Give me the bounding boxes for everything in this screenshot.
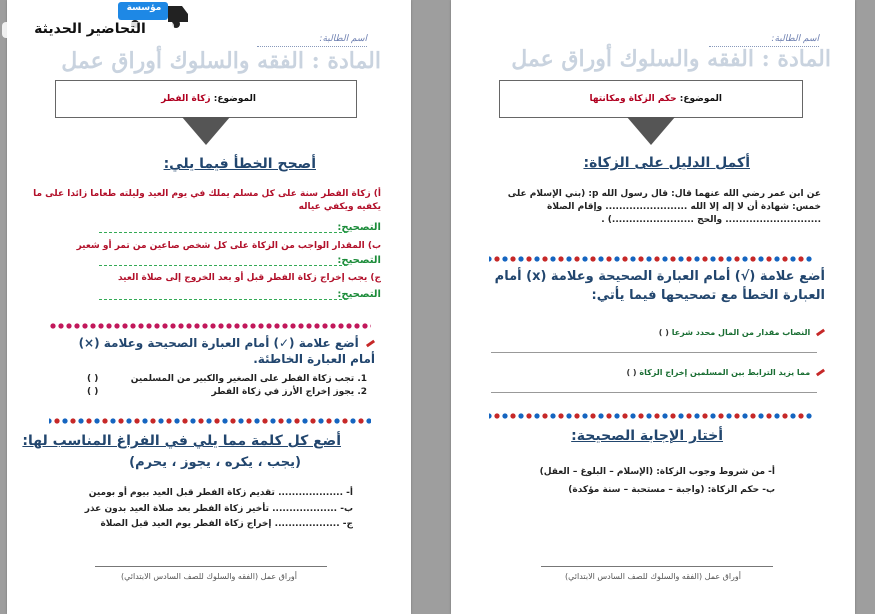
student-name-label: اسم الطالبة: xyxy=(771,34,819,44)
beads-divider xyxy=(489,256,813,262)
correction-line-a xyxy=(99,232,347,233)
section2-title: أضع علامة (√) أمام العبارة الصحيحة وعلامة (x) أمام العبارة الخطأ مع تصحيحها فيما يأتي: xyxy=(494,269,825,303)
subject-text: حكم الزكاة ومكانتها xyxy=(589,94,677,104)
mc-item-b: ب- حكم الزكاة: (واجبة – مستحبة – سنة مؤكدة) xyxy=(568,485,775,495)
correction-label-c: التصحيح: xyxy=(337,289,381,300)
footer-rule xyxy=(95,566,327,567)
beads-divider xyxy=(49,323,371,329)
evidence-text: عن ابن عمر رضي الله عنهما قال: قال رسول الله p: (بني الإسلام على خمس: شهادة أن لا إله إلا الله ........................ وإقام الصلاة ............................ والحج ........................) . xyxy=(507,189,821,225)
fill-item-b: ب- ................... تأخير زكاة الفطر بعد صلاة العيد بدون عذر xyxy=(84,504,353,514)
section1-title: أصحح الخطأ فيما يلي: xyxy=(163,156,316,172)
section2-title: أضع علامة (✓) أمام العبارة الصحيحة وعلامة (×) أمام العبارة الخاطئة. xyxy=(78,336,375,366)
question-c: ج) يجب إخراج زكاة الفطر قبل أو بعد الخروج إلى صلاة العيد xyxy=(117,273,381,283)
fill-item-a: أ- ................... تقديم زكاة الفطر قبل العيد بيوم أو بومين xyxy=(88,488,353,498)
question-b: ب) المقدار الواجب من الزكاة على كل شخص صاعين من تمر أو شعير xyxy=(76,241,381,251)
pencil-icon xyxy=(366,340,375,348)
subject-arrow xyxy=(627,117,675,145)
publisher-logo xyxy=(0,0,190,44)
tf-item-2: 2. يجوز إخراج الأرز في زكاة الفطر ( ) xyxy=(87,387,367,397)
subject-box xyxy=(499,80,803,118)
section3-title: أختار الإجابة الصحيحة: xyxy=(571,428,723,444)
logo-line1: مؤسسة xyxy=(126,3,162,13)
correction-label-a: التصحيح: xyxy=(337,222,381,233)
subject-line xyxy=(161,94,256,104)
subject-prefix: الموضوع: xyxy=(213,94,256,104)
subject-box xyxy=(55,80,357,118)
page-title: المادة : الفقه والسلوك أوراق عمل xyxy=(61,48,381,74)
subject-arrow xyxy=(182,117,230,145)
answer-line-2 xyxy=(491,392,817,393)
mc-item-a: أ- من شروط وجوب الزكاة: (الإسلام – البلوغ – العقل) xyxy=(539,467,775,477)
beads-divider-2 xyxy=(49,418,371,424)
worksheet-page-right xyxy=(451,0,855,614)
page-title: المادة : الفقه والسلوك أوراق عمل xyxy=(511,46,831,72)
beads-divider-2 xyxy=(489,413,813,419)
answer-line-1 xyxy=(491,352,817,353)
subject-line xyxy=(589,94,722,104)
subject-text: زكاة الفطر xyxy=(161,94,211,104)
student-name-line xyxy=(257,46,367,47)
worksheet-page-left xyxy=(7,0,411,614)
footer-text: أوراق عمل (الفقه والسلوك للصف السادس الابتدائي) xyxy=(120,572,298,581)
question-a: أ) زكاة الفطر سنة على كل مسلم يملك في يوم العيد وليلته طعاما زائدا على ما يكفيه ويكفي عياله xyxy=(33,189,381,212)
tf-item-1: 1. تجب زكاة الفطر على الصغير والكبير من المسلمين ( ) xyxy=(87,374,367,384)
correction-line-c xyxy=(99,299,347,300)
tf-item-2: مما يزيد الترابط بين المسلمين إخراج الزكاة ( ) xyxy=(626,368,825,377)
tf-item-1: النصاب مقدار من المال محدد شرعا ( ) xyxy=(659,328,825,337)
section3-words: (يجب ، يكره ، يجوز ، يحرم) xyxy=(129,455,301,470)
footer-text: أوراق عمل (الفقه والسلوك للصف السادس الابتدائي) xyxy=(564,572,742,581)
student-name-label: اسم الطالبة: xyxy=(319,34,367,44)
logo-line2: التحاضير الحديثة xyxy=(34,21,146,37)
correction-label-b: التصحيح: xyxy=(337,255,381,266)
subject-prefix: الموضوع: xyxy=(679,94,722,104)
section3-title: أضع كل كلمة مما يلي في الفراغ المناسب لها: xyxy=(22,433,341,449)
footer-rule xyxy=(541,566,773,567)
pencil-icon xyxy=(816,329,825,337)
section1-title: أكمل الدليل على الزكاة: xyxy=(583,155,750,171)
pencil-icon xyxy=(816,369,825,377)
correction-line-b xyxy=(99,265,347,266)
fill-item-c: ج- ................... إخراج زكاة الفطر يوم العيد قبل الصلاة xyxy=(100,519,353,529)
